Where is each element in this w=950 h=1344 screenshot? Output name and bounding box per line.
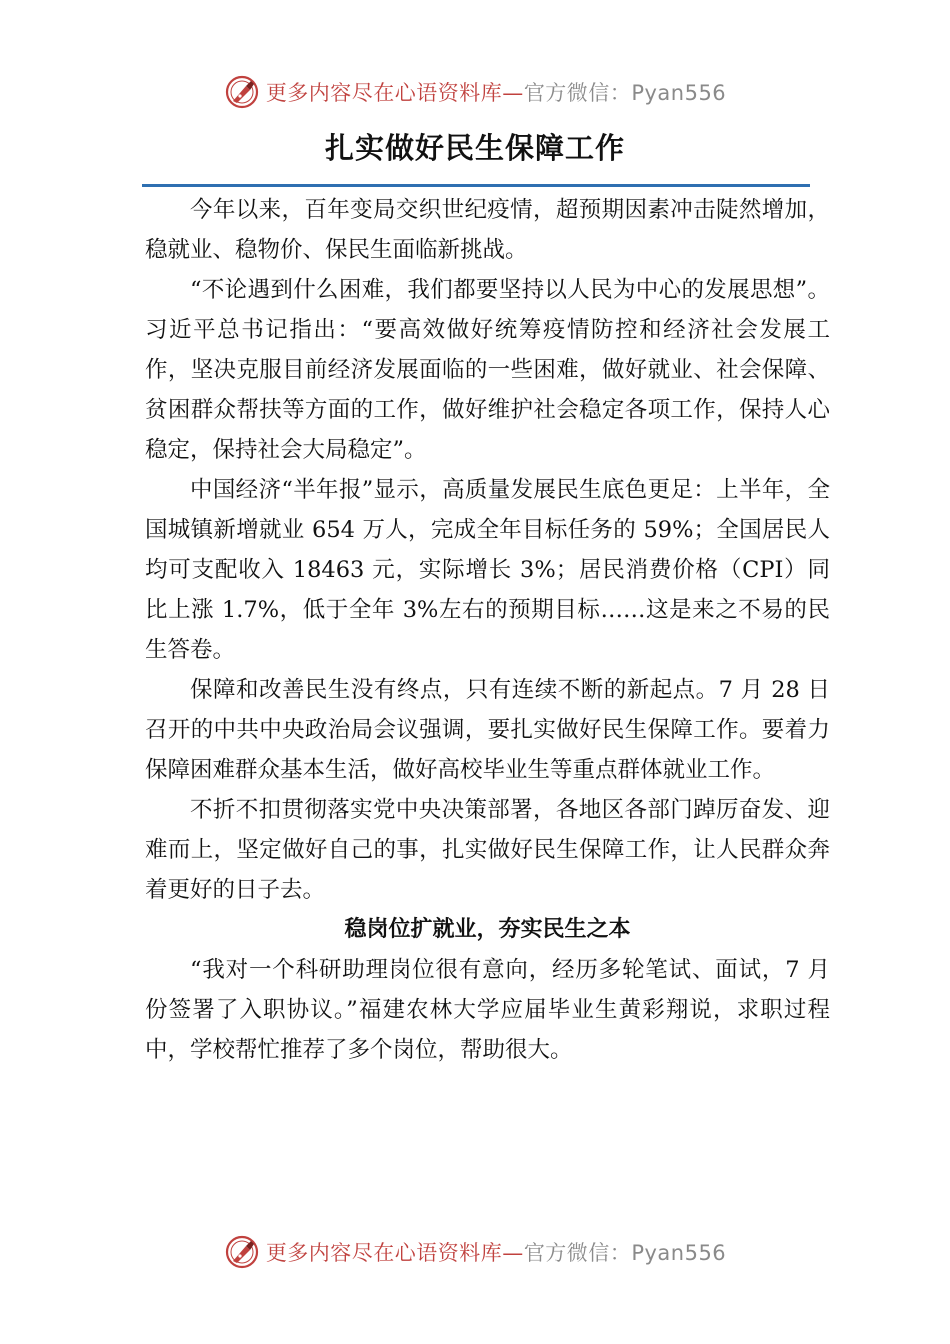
wechat-id: Pyan556 [631, 1241, 727, 1265]
title-divider [142, 184, 810, 187]
pen-nib-logo-icon [224, 1234, 260, 1270]
paragraph: 保障和改善民生没有终点，只有连续不断的新起点。7 月 28 日召开的中共中央政治局会议强调，要扎实做好民生保障工作。要着力保障困难群众基本生活，做好高校毕业生等重点群体就业工作。 [145, 677, 830, 783]
header-banner [0, 72, 950, 112]
pen-nib-logo-icon [224, 74, 260, 110]
section-heading: 稳岗位扩就业，夯实民生之本 [344, 917, 631, 942]
banner-text: 更多内容尽在心语资料库— [265, 81, 524, 105]
page-title: 扎实做好民生保障工作 [324, 131, 625, 165]
paragraph: “我对一个科研助理岗位很有意向，经历多轮笔试、面试，7 月份签署了入职协议。”福建农林大学应届毕业生黄彩翔说，求职过程中，学校帮忙推荐了多个岗位，帮助很大。 [145, 957, 830, 1063]
banner-text: 更多内容尽在心语资料库— [265, 1241, 524, 1265]
wechat-id: Pyan556 [631, 81, 727, 105]
wechat-label: 官方微信： [523, 81, 632, 105]
paragraph: 今年以来，百年变局交织世纪疫情，超预期因素冲击陡然增加，稳就业、稳物价、保民生面临新挑战。 [145, 197, 830, 263]
paragraph: 不折不扣贯彻落实党中央决策部署，各地区各部门踔厉奋发、迎难而上，坚定做好自己的事，扎实做好民生保障工作，让人民群众奔着更好的日子去。 [145, 797, 830, 903]
article-body [145, 190, 830, 1070]
paragraph: “不论遇到什么困难，我们都要坚持以人民为中心的发展思想”。习近平总书记指出：“要高效做好统筹疫情防控和经济社会发展工作，坚决克服目前经济发展面临的一些困难，做好就业、社会保障、贫困群众帮扶等方面的工作，做好维护社会稳定各项工作，保持人心稳定，保持社会大局稳定”。 [145, 277, 830, 463]
wechat-label: 官方微信： [523, 1241, 632, 1265]
paragraph: 中国经济“半年报”显示，高质量发展民生底色更足：上半年，全国城镇新增就业 654 万人，完成全年目标任务的 59%；全国居民人均可支配收入 18463 元，实际增长 3%；居民消费价格（CPI）同比上涨 1.7%，低于全年 3%左右的预期目标……这是来之不易的民生答卷。 [145, 477, 830, 663]
footer-banner [0, 1232, 950, 1272]
